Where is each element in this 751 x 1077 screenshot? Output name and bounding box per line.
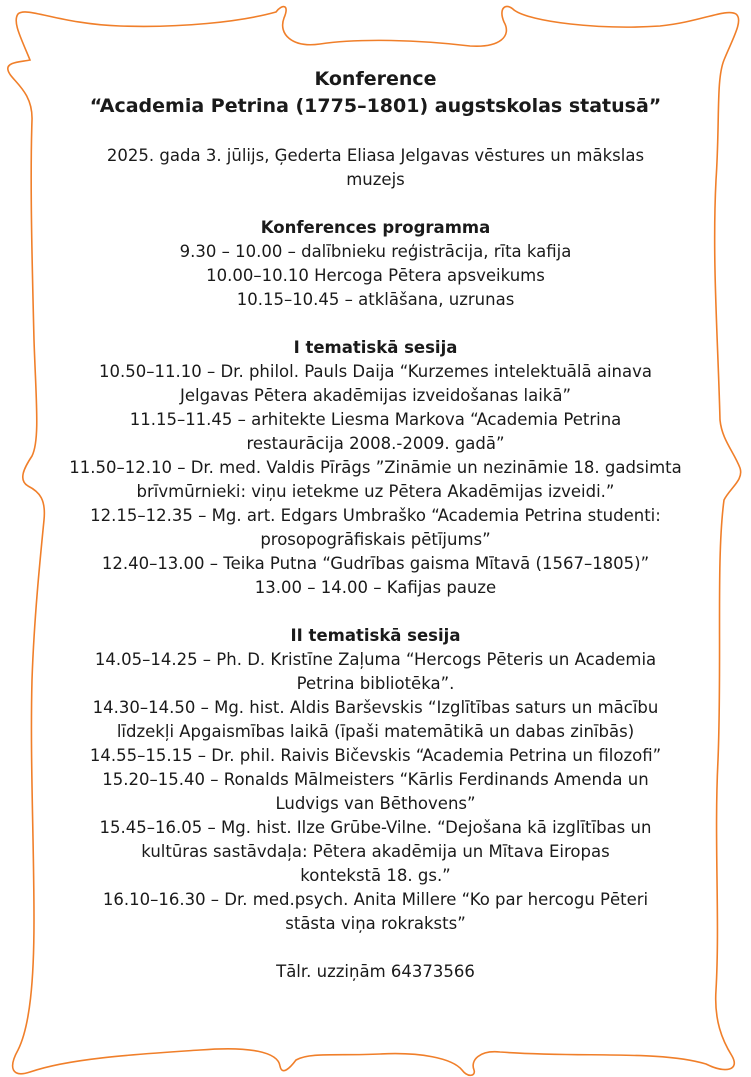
session-2-line: kontekstā 18. gs.” [300,866,451,885]
contact-info [40,960,711,984]
program-section [40,216,711,312]
session-2-line: 14.55–15.15 – Dr. phil. Raivis Bičevskis “Academia Petrina un filozofi” [89,746,662,765]
session-2-line: Petrina bibliotēka”. [296,674,455,693]
session-1-heading: I tematiskā sesija [293,338,458,357]
session-2-line: 15.20–15.40 – Ronalds Mālmeisters “Kārlis Ferdinands Amenda un [102,770,649,789]
venue-line-2: muzejs [346,170,405,189]
conference-title [40,66,711,120]
session-2-line: 14.30–14.50 – Mg. hist. Aldis Barševskis “Izglītības saturs un mācību [92,698,659,717]
session-1-line: 11.50–12.10 – Dr. med. Valdis Pīrāgs ”Zināmie un nezināmie 18. gadsimta [69,458,682,477]
session-2 [40,624,711,936]
session-1 [40,336,711,600]
session-2-line: 14.05–14.25 – Ph. D. Kristīne Zaļuma “Hercogs Pēteris un Academia [94,650,657,669]
session-2-line: 15.45–16.05 – Mg. hist. Ilze Grūbe-Vilne. “Dejošana kā izglītības un [99,818,652,837]
program-heading: Konferences programma [260,218,491,237]
session-1-line: 10.50–11.10 – Dr. philol. Pauls Daija “Kurzemes intelektuālā ainava [99,362,652,381]
session-1-line: prosopogrāfiskais pētījums” [260,530,491,549]
contact-phone: Tālr. uzziņām 64373566 [276,962,475,981]
program-line: 9.30 – 10.00 – dalībnieku reģistrācija, rīta kafija [179,242,572,261]
venue-line-1: 2025. gada 3. jūlijs, Ģederta Eliasa Jelgavas vēstures un mākslas [106,146,645,165]
document-body [40,66,711,984]
session-2-line: 16.10–16.30 – Dr. med.psych. Anita Millere “Ko par hercogu Pēteri [102,890,649,909]
program-line: 10.00–10.10 Hercoga Pētera apsveikums [206,266,545,285]
session-1-line: 13.00 – 14.00 – Kafijas pauze [254,578,497,597]
program-line: 10.15–10.45 – atklāšana, uzrunas [236,290,515,309]
session-1-line: 12.15–12.35 – Mg. art. Edgars Umbraško “Academia Petrina studenti: [90,506,661,525]
session-2-heading: II tematiskā sesija [290,626,461,645]
session-1-line: restaurācija 2008.-2009. gadā” [246,434,505,453]
session-1-line: Jelgavas Pētera akadēmijas izveidošanas laikā” [180,386,571,405]
title-line-2: “Academia Petrina (1775–1801) augstskolas statusā” [89,95,662,117]
session-2-line: stāsta viņa rokraksts” [285,914,466,933]
session-1-line: 11.15–11.45 – arhitekte Liesma Markova “Academia Petrina [129,410,622,429]
title-line-1: Konference [314,68,437,90]
session-2-line: līdzekļi Apgaismības laikā (īpaši matemātikā un dabas zinībās) [116,722,635,741]
session-2-line: Ludvigs van Bēthovens” [275,794,476,813]
session-2-line: kultūras sastāvdaļa: Pētera akadēmija un Mītava Eiropas [141,842,610,861]
venue-date [40,144,711,192]
session-1-line: 12.40–13.00 – Teika Putna “Gudrības gaisma Mītavā (1567–1805)” [101,554,650,573]
session-1-line: brīvmūrnieki: viņu ietekme uz Pētera Akadēmijas izveidi.” [136,482,615,501]
